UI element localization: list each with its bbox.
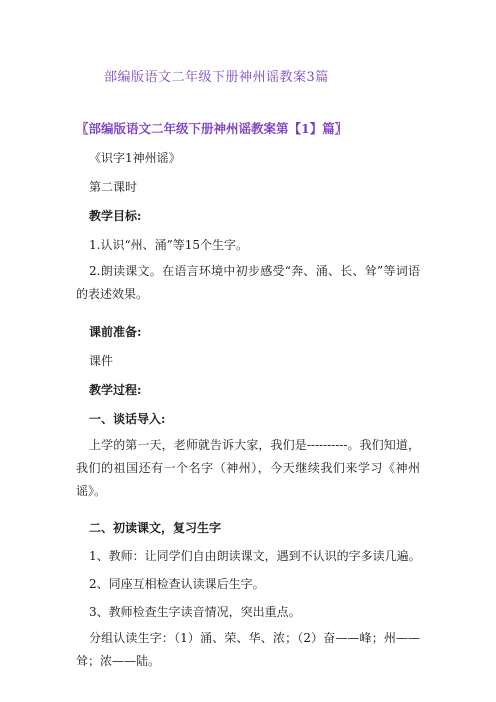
preparation-item: 课件 — [89, 354, 114, 368]
group-reading: 分组认读生字：（1）涌、荣、华、浓；（2）奋——峰；州——耸；浓——陆。 — [76, 631, 420, 668]
document-title: 部编版语文二年级下册神州谣教案3篇 — [104, 70, 329, 85]
lesson-name: 《识字1神州谣》 — [89, 151, 181, 165]
objective-1: 1.认识“州、涌”等15个生字。 — [89, 238, 248, 252]
step-1: 1、教师：让同学们自由朗读课文，遇到不认识的字多读几遍。 — [89, 549, 421, 563]
section-heading: 〖部编版语文二年级下册神州谣教案第【1】篇〗 — [76, 121, 348, 136]
objective-2: 2.朗读课文。在语言环境中初步感受“奔、涌、长、耸”等词语的表述效果。 — [76, 264, 420, 301]
step-2: 2、同座互相检查认读课后生字。 — [89, 577, 265, 591]
preparation-label: 课前准备: — [89, 325, 142, 339]
step-3: 3、教师检查生字读音情况，突出重点。 — [89, 605, 301, 619]
part-1-heading: 一、谈话导入: — [89, 412, 166, 426]
process-label: 教学过程: — [89, 383, 142, 397]
class-period: 第二课时 — [89, 180, 138, 194]
part-2-heading: 二、初读课文，复习生字 — [89, 521, 222, 535]
objectives-label: 教学目标: — [89, 209, 142, 223]
part-1-text: 上学的第一天，老师就告诉大家，我们是----------。我们知道，我们的祖国还有一个名字（神州），今天继续我们来学习《神州谣》。 — [76, 438, 420, 498]
